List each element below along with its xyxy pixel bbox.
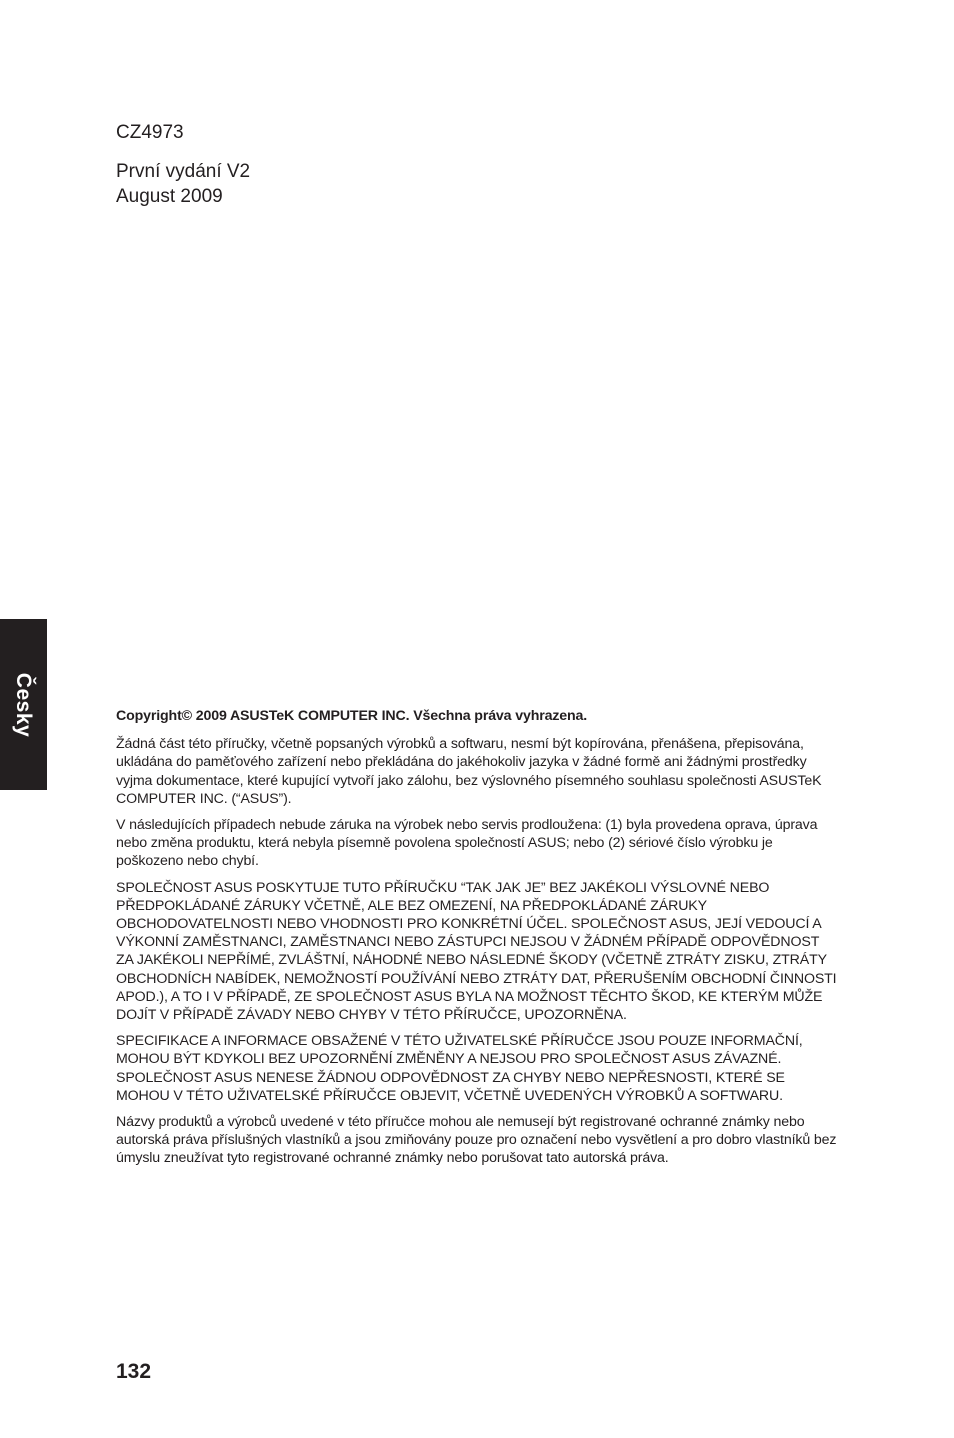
edition-label: První vydání V2 (116, 161, 251, 182)
legal-paragraph-reproduction: Žádná část této příručky, včetně popsaných výrobků a softwaru, nesmí být kopírována, přenášena, přepisována, ukládána do paměťového zařízení nebo překládána do jakéhokoliv jazyka v žádné formě ani žádnými prostředky vyjma dokumentace, které kupující vytvoří jako zálohu, bez výslovného písemného souhlasu společnosti ASUSTeK COMPUTER INC. (“ASUS”). (116, 736, 822, 807)
language-side-tab-label: Česky (12, 672, 35, 738)
edition-date: August 2009 (116, 186, 223, 207)
document-header (116, 120, 616, 209)
legal-paragraph-specifications: SPECIFIKACE A INFORMACE OBSAŽENÉ V TÉTO UŽIVATELSKÉ PŘÍRUČCE JSOU POUZE INFORMAČNÍ, MOHOU BÝT KDYKOLI BEZ UPOZORNĚNÍ ZMĚNĚNY A NEJSOU PRO SPOLEČNOST ASUS ZÁVAZNÉ. SPOLEČNOST ASUS NENESE ŽÁDNOU ODPOVĚDNOST ZA CHYBY NEBO NEPŘESNOSTI, KTERÉ SE MOHOU V TÉTO UŽIVATELSKÉ PŘÍRUČCE OBJEVIT, VČETNĚ UVEDENÝCH VÝROBKŮ A SOFTWARU. (116, 1033, 803, 1104)
legal-paragraph-disclaimer: SPOLEČNOST ASUS POSKYTUJE TUTO PŘÍRUČKU “TAK JAK JE” BEZ JAKÉKOLI VÝSLOVNÉ NEBO PŘEDPOKLÁDANÉ ZÁRUKY VČETNĚ, ALE BEZ OMEZENÍ, NA PŘEDPOKLÁDANÉ ZÁRUKY OBCHODOVATELNOSTI NEBO VHODNOSTI PRO KONKRÉTNÍ ÚČEL. SPOLEČNOST ASUS, JEJÍ VEDOUCÍ A VÝKONNÍ ZAMĚSTNANCI, ZAMĚSTNANCI NEBO ZÁSTUPCI NEJSOU V ŽÁDNÉM PŘÍPADĚ ODPOVĚDNOST ZA JAKÉKOLI NEPŘÍMÉ, ZVLÁŠTNÍ, NÁHODNÉ NEBO NÁSLEDNÉ ŠKODY (VČETNĚ ZTRÁTY ZISKU, ZTRÁTY OBCHODNÍCH NABÍDEK, NEMOŽNOSTÍ POUŽÍVÁNÍ NEBO ZTRÁTY DAT, PŘERUŠENÍM OBCHODNÍ ČINNOSTI APOD.), A TO I V PŘÍPADĚ, ZE SPOLEČNOST ASUS BYLA NA MOŽNOST TĚCHTO ŠKOD, KE KTERÝM MŮŽE DOJÍT V PŘÍPADĚ ZÁVADY NEBO CHYBY V TÉTO PŘÍRUČCE, UPOZORNĚNA. (116, 879, 837, 1024)
legal-paragraph-trademarks: Názvy produktů a výrobců uvedené v této příručce mohou ale nemusejí být registrované ochranné známky nebo autorská práva příslušných vlastníků a jsou zmiňovány pouze pro označení nebo vysvětlení a pro dobro vlastníků bez úmyslu zneužívat tyto registrované ochranné známky nebo porušovat tato autorská práva. (116, 1114, 837, 1167)
legal-notice (116, 707, 838, 1176)
page-number: 132 (116, 1360, 152, 1383)
document-code: CZ4973 (116, 122, 184, 143)
legal-paragraph-warranty: V následujících případech nebude záruka na výrobek nebo servis prodloužena: (1) byla provedena oprava, úprava nebo změna produktu, která nebyla písemně povolena společností ASUS; nebo (2) sériové číslo výrobku je poškozeno nebo chybí. (116, 817, 818, 870)
copyright-line: Copyright© 2009 ASUSTeK COMPUTER INC. Všechna práva vyhrazena. (116, 708, 588, 724)
